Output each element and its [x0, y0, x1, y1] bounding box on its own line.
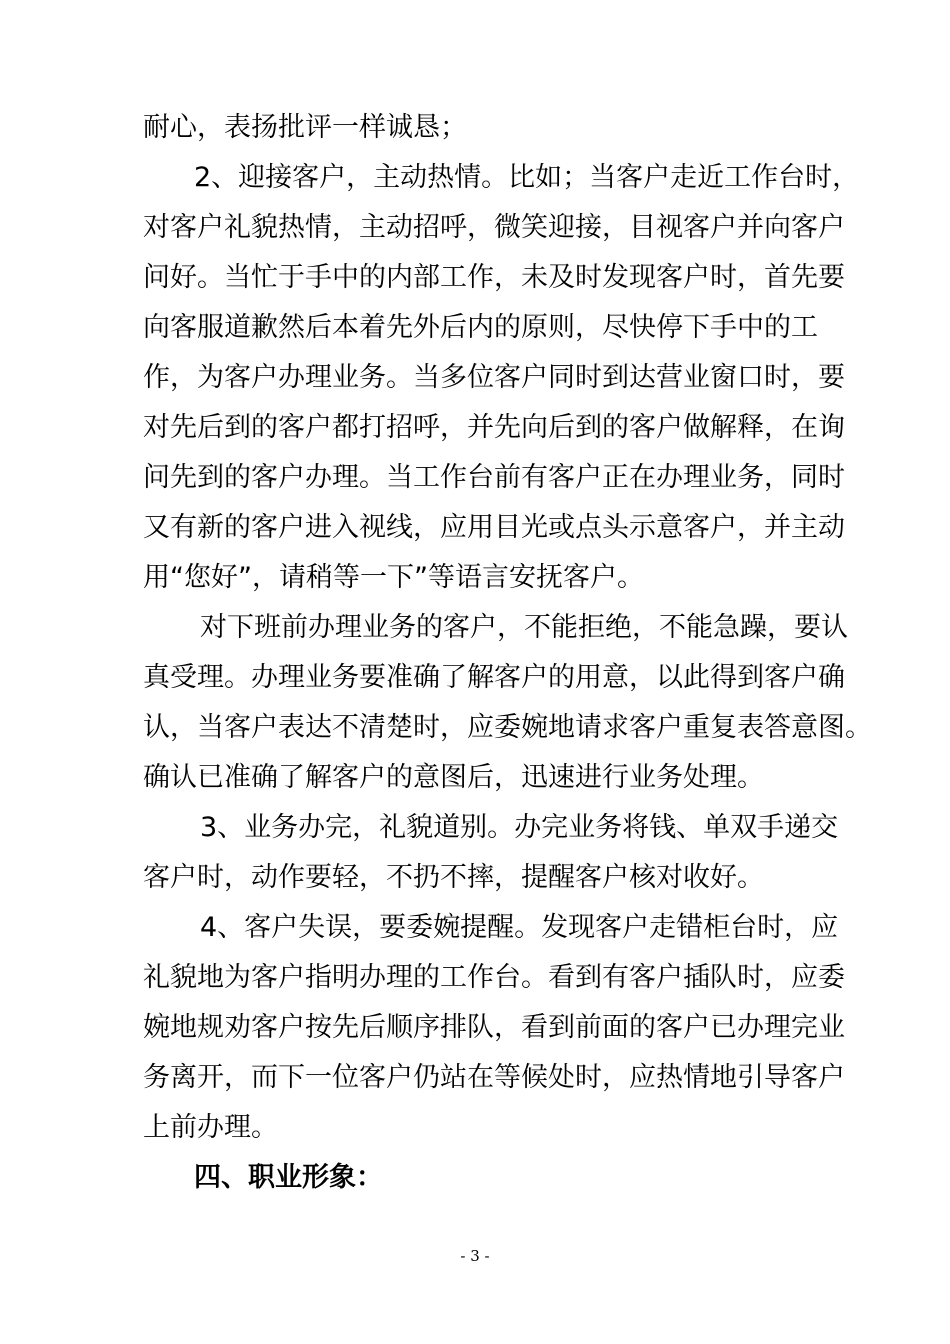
paragraph-line: 务离开，而下一位客户仍站在等候处时，应热情地引导客户: [143, 1062, 845, 1093]
paragraph-line: 对先后到的客户都打招呼，并先向后到的客户做解释，在询: [143, 412, 845, 443]
paragraph-line: 又有新的客户进入视线，应用目光或点头示意客户，并主动: [143, 512, 845, 543]
paragraph-line: 真受理。办理业务要准确了解客户的用意，以此得到客户确: [143, 662, 845, 693]
paragraph-line: 问先到的客户办理。当工作台前有客户正在办理业务，同时: [143, 462, 845, 493]
paragraph-line: 认，当客户表达不清楚时，应委婉地请求客户重复表答意图。: [143, 712, 872, 743]
paragraph-line: 耐心，表扬批评一样诚恳；: [143, 112, 467, 143]
paragraph-line: 3、业务办完，礼貌道别。办完业务将钱、单双手递交: [200, 812, 839, 843]
paragraph-line: 4、客户失误，要委婉提醒。发现客户走错柜台时，应: [200, 912, 839, 943]
paragraph-line: 客户时，动作要轻，不扔不摔，提醒客户核对收好。: [143, 862, 764, 893]
section-heading: 四、职业形象：: [194, 1162, 383, 1193]
paragraph-line: 对客户礼貌热情，主动招呼，微笑迎接，目视客户并向客户: [143, 212, 845, 243]
paragraph-line: 向客服道歉然后本着先外后内的原则，尽快停下手中的工: [143, 312, 818, 343]
paragraph-line: 上前办理。: [143, 1112, 278, 1143]
page-number: - 3 -: [460, 1247, 490, 1265]
paragraph-line: 婉地规劝客户按先后顺序排队，看到前面的客户已办理完业: [143, 1012, 845, 1043]
paragraph-line: 2、迎接客户，主动热情。比如；当客户走近工作台时，: [194, 162, 860, 193]
paragraph-line: 作，为客户办理业务。当多位客户同时到达营业窗口时，要: [143, 362, 845, 393]
paragraph-line: 问好。当忙于手中的内部工作，未及时发现客户时，首先要: [143, 262, 845, 293]
paragraph-line: 用“您好”，请稍等一下”等语言安抚客户。: [143, 562, 644, 593]
paragraph-line: 礼貌地为客户指明办理的工作台。看到有客户插队时，应委: [143, 962, 845, 993]
paragraph-line: 对下班前办理业务的客户，不能拒绝，不能急躁，要认: [200, 612, 848, 643]
paragraph-line: 确认已准确了解客户的意图后，迅速进行业务处理。: [143, 762, 764, 793]
